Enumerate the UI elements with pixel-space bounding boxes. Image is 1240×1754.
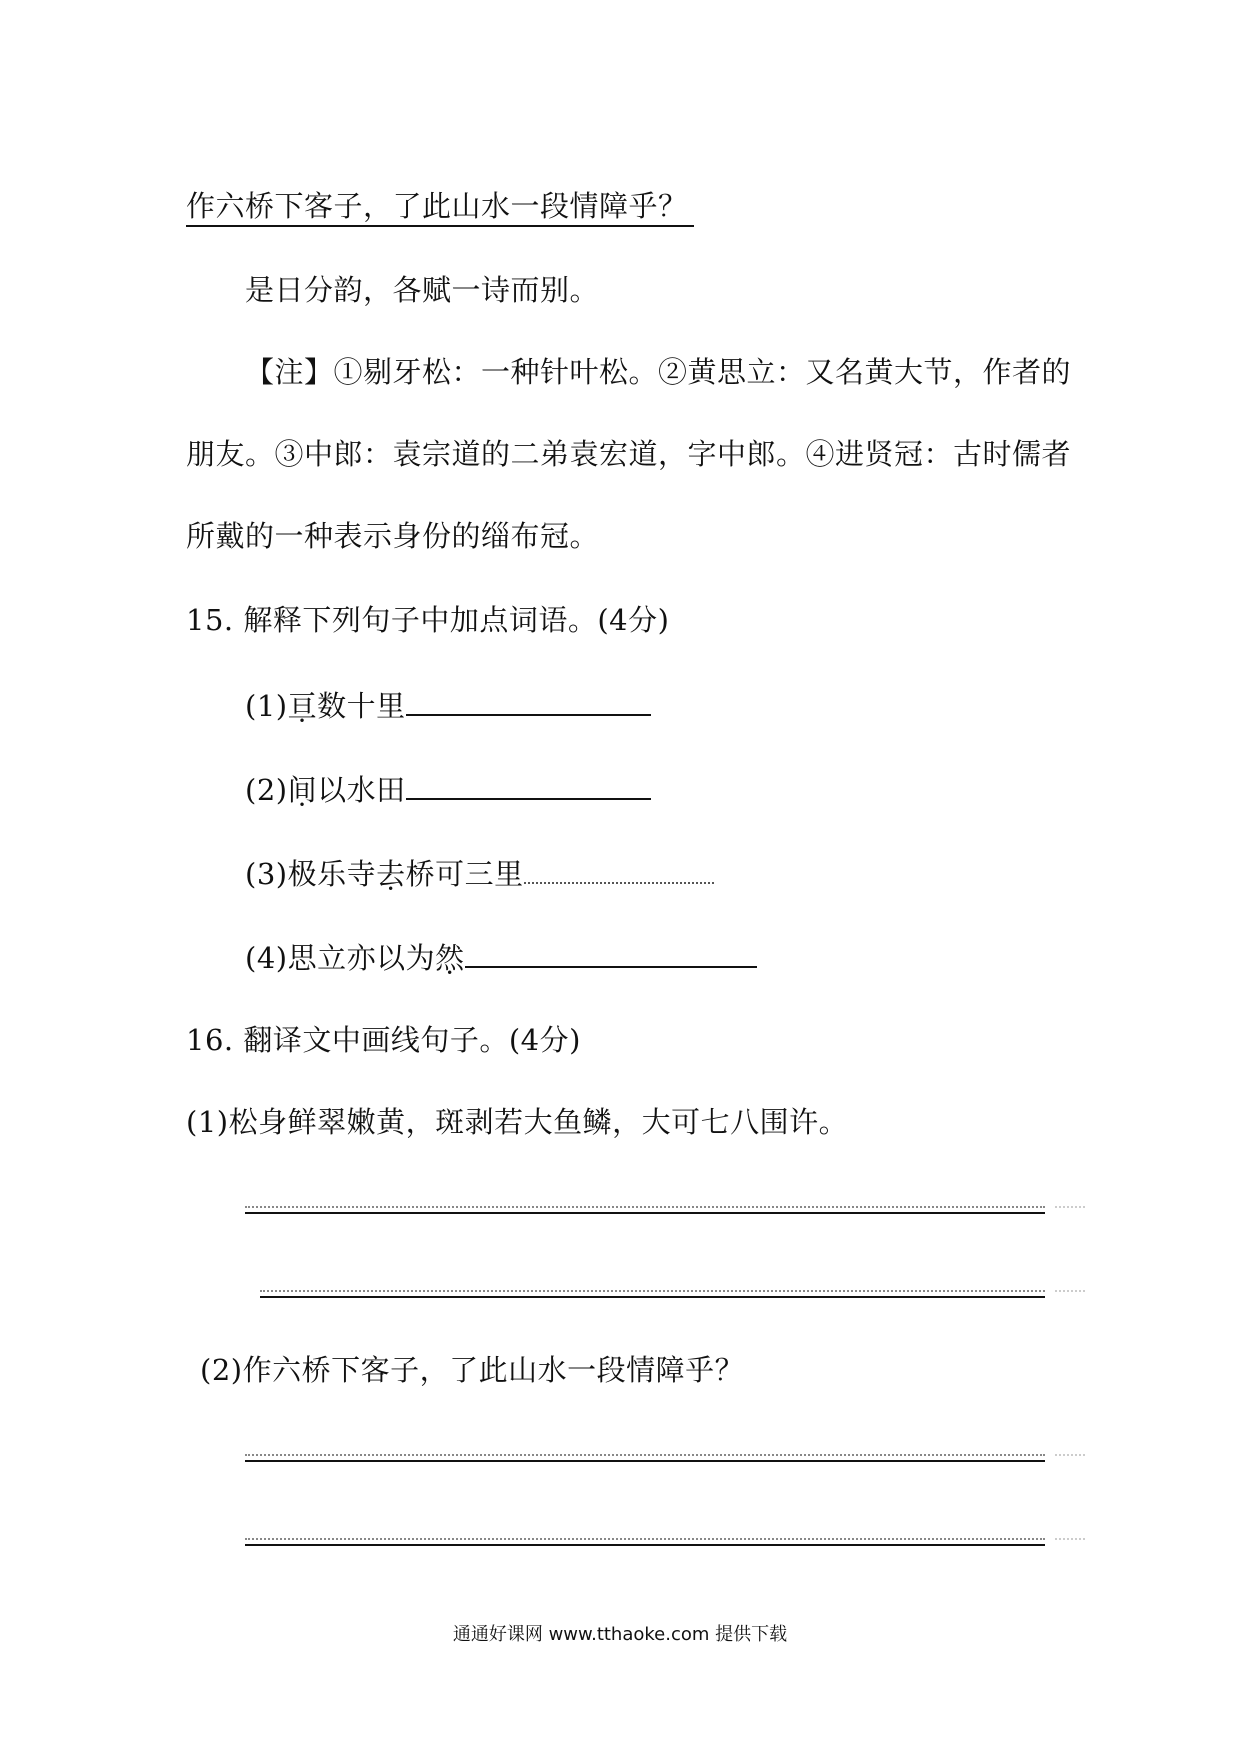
q15-item-2 [245,770,651,808]
answer-guide-dotted [245,1206,1045,1208]
item-text: 思立亦以为 [287,941,436,975]
answer-guide-dotted [245,1538,1045,1540]
q15-item-4 [245,938,757,976]
item-number: (3) [245,857,288,891]
answer-line[interactable] [245,1212,1045,1214]
dotted-word: 间 [287,773,318,807]
passage-line: 是日分韵，各赋一诗而别。 [245,273,600,307]
answer-guide-dotted [260,1290,1045,1292]
trailing-dots [1055,1206,1085,1208]
item-text: 桥可三里 [405,857,524,891]
dotted-word: 去 [376,857,406,891]
item-text: 数十里 [317,689,406,723]
item-text: 以水田 [317,773,406,807]
answer-line[interactable] [245,1460,1045,1462]
q16-sentence-2: (2)作六桥下客子，了此山水一段情障乎？ [200,1353,745,1387]
question-15-stem: 15. 解释下列句子中加点词语。(4分) [186,603,670,637]
q15-item-3 [245,854,714,892]
answer-blank[interactable] [524,854,714,884]
answer-line[interactable] [260,1296,1045,1298]
q15-item-1 [245,686,651,724]
answer-blank[interactable] [465,938,757,968]
trailing-dots [1055,1538,1085,1540]
dotted-word: 亘 [287,689,318,723]
note-line-2: 朋友。③中郎：袁宗道的二弟袁宏道，字中郎。④进贤冠：古时儒者 [186,437,1072,471]
page-footer: 通通好课网 www.tthaoke.com 提供下载 [452,1624,788,1645]
note-line-3: 所戴的一种表示身份的缁布冠。 [186,519,600,553]
answer-guide-dotted [245,1454,1045,1456]
trailing-dots [1055,1290,1085,1292]
trailing-dots [1055,1454,1085,1456]
item-number: (1) [245,689,288,723]
dotted-word: 然 [435,941,465,975]
item-text: 极乐寺 [287,857,377,891]
question-16-stem: 16. 翻译文中画线句子。(4分) [186,1023,581,1057]
q16-sentence-1: (1)松身鲜翠嫩黄，斑剥若大鱼鳞，大可七八围许。 [186,1105,849,1139]
answer-blank[interactable] [406,686,651,716]
item-number: (2) [245,773,288,807]
passage-underlined-line: 作六桥下客子，了此山水一段情障乎？ [186,188,694,224]
answer-line[interactable] [245,1544,1045,1546]
answer-blank[interactable] [406,770,651,800]
item-number: (4) [245,941,288,975]
note-line-1: 【注】①剔牙松：一种针叶松。②黄思立：又名黄大节，作者的 [245,355,1072,389]
